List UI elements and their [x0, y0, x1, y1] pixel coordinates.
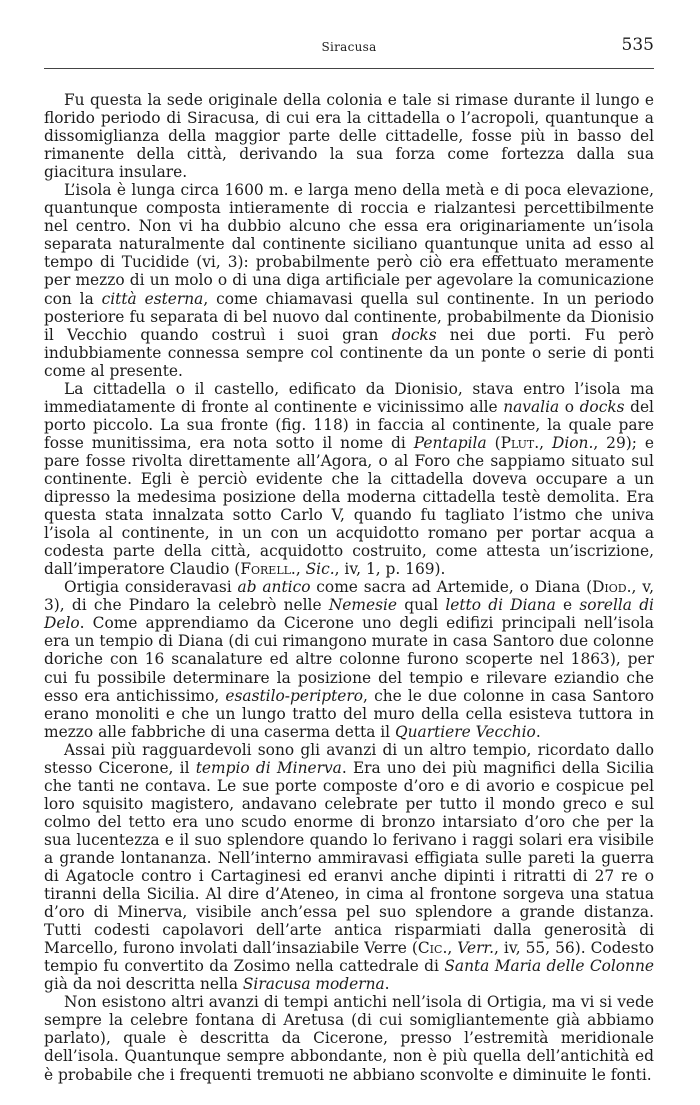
- paragraph: [44, 578, 654, 740]
- text-run: . Era uno dei più magnifici della Sicilia che tanti ne contava. Le sue porte composte d’oro e di avorio e cospicue pel loro squisito magistero, andavano celebrate per tutto il mondo greco e sul colmo del tetto era uno scudo enorme di bronzo intarsiato d’oro che per la sua lucentezza e il suo splendore quando lo ferivano i raggi solari era visibile a grande lontananza. Nell’interno ammiravasi effigiata sulle pareti la guerra di Agatocle contro i Cartaginesi ed eranvi anche dipinti i ritratti di 27 re o tiranni della Sicilia. Al dire d’Ateneo, in cima al frontone sorgeva una statua d’oro di Minerva, visibile anch’essa pel suo splendore a grande distanza. Tutti codesti capolavori dell’arte antica risparmiati dalla generosità di Marcello, furono involati dall’insaziabile Verre (: [44, 758, 654, 958]
- page-number: 535: [621, 35, 654, 55]
- italic-text: sorella di Delo: [44, 596, 654, 633]
- citation-abbrev: Cic.: [417, 939, 448, 958]
- text-run: già da noi descritta nella: [44, 975, 243, 994]
- text-run: come sacra ad Artemide, o Diana (: [310, 578, 593, 597]
- italic-text: Dion.: [552, 433, 594, 452]
- body-text: [44, 91, 654, 1084]
- italic-text: Pentapila: [413, 433, 487, 452]
- paragraph: [44, 181, 654, 380]
- text-run: .: [384, 975, 390, 994]
- text-run: ,: [295, 560, 306, 579]
- citation-abbrev: Plut.: [500, 433, 540, 452]
- italic-text: Sic.: [305, 560, 335, 579]
- text-run: Fu questa la sede originale della colonia e tale si rimase durante il lungo e florido periodo di Siracusa, di cui era la cittadella o l’acropoli, quantunque a dissomiglianza della maggior parte delle cittadelle, fosse più in basso del rimanente della città, derivando la sua forza come fortezza dalla sua giacitura insulare.: [44, 91, 654, 182]
- text-run: ,: [539, 433, 552, 452]
- paragraph: [44, 380, 654, 579]
- text-run: Assai più ragguardevoli sono gli avanzi di un altro tempio, ricordato dallo stesso Cicerone, il: [44, 740, 654, 777]
- text-run: .: [535, 722, 541, 741]
- text-run: nei due porti. Fu però indubbiamente connessa sempre col continente da un ponte o serie di ponti come al presente.: [44, 325, 654, 380]
- text-run: La cittadella o il castello, edificato da Dionisio, stava entro l’isola ma immediatamente di fronte al continente e vicinissimo alle: [44, 379, 654, 416]
- text-run: Ortigia consideravasi: [64, 578, 238, 597]
- text-run: . Come apprendiamo da Cicerone uno degli edifizi principali nell’isola era un tempio di Diana (di cui rimangono murate in casa Santoro due colonne doriche con 16 scanalature ed altre colonne furono scoperte nel 1863), per cui fu possibile determinare la posizione del tempio e rilevare eziandio che esso era antichissimo,: [44, 614, 654, 705]
- text-run: o: [559, 397, 580, 416]
- italic-text: Nemesie: [328, 596, 398, 615]
- italic-text: ab antico: [237, 578, 311, 597]
- text-run: del porto piccolo. La sua fronte (fig. 118) in faccia al continente, la quale pare fosse munitissima, era nota sotto il nome di: [44, 397, 654, 452]
- italic-text: Quartiere Vecchio: [395, 722, 536, 741]
- paragraph: [44, 993, 654, 1083]
- italic-text: navalia: [503, 397, 560, 416]
- text-run: , che le due colonne in casa Santoro erano monoliti e che un lungo tratto del muro della cella esisteva tuttora in mezzo alle fabbriche di una caserma detta il: [44, 686, 654, 741]
- text-run: qual: [397, 596, 446, 615]
- text-run: , iv, 55, 56). Codesto tempio fu convertito da Zosimo nella cattedrale di: [44, 939, 654, 976]
- italic-text: Siracusa moderna: [242, 975, 385, 994]
- italic-text: città esterna: [101, 289, 204, 308]
- text-run: , 29); e pare fosse rivolta direttamente all’Agora, o al Foro che sappiamo situato sul continente. Egli è perciò evidente che la cittadella doveva occupare a un dipresso la medesima posizione della moderna cittadella testè demolita. Era questa stata innalzata sotto Carlo V, quando fu tagliato l’istmo che univa l’isola al continente, in un con un acquidotto romano per portar acqua a codesta parte della città, acquidotto costruito, come attesta un’iscrizione, dall’imperatore Claudio (: [44, 433, 655, 579]
- italic-text: letto di Diana: [445, 596, 556, 615]
- running-title: Siracusa: [321, 40, 377, 54]
- italic-text: esastilo-periptero: [225, 686, 364, 705]
- text-run: , v, 3), di che Pindaro la celebrò nelle: [44, 578, 655, 615]
- italic-text: docks: [391, 325, 437, 344]
- text-run: Non esistono altri avanzi di tempi antichi nell’isola di Ortigia, ma vi si vede sempre la celebre fontana di Aretusa (di cui somigliantemente già abbiamo parlato), quale è descritta da Cicerone, presso l’estremità meridionale dell’isola. Quantunque sempre abbondante, non è più quella dell’antichità ed è probabile che i frequenti tremuoti ne abbiano sconvolte e diminuite le fonti.: [44, 993, 654, 1084]
- italic-text: docks: [579, 397, 625, 416]
- text-run: e: [555, 596, 580, 615]
- italic-text: Verr.: [457, 939, 494, 958]
- paragraph: [44, 741, 654, 994]
- italic-text: tempio di Minerva: [195, 758, 342, 777]
- text-run: , iv, 1, p. 169).: [334, 560, 446, 579]
- text-run: ,: [447, 939, 458, 958]
- paragraph: [44, 91, 654, 181]
- text-run: (: [486, 433, 501, 452]
- page-header: [44, 32, 654, 69]
- text-run: , come chiamavasi quella sul continente. In un periodo posteriore fu separata di bel nuovo dal continente, probabilmente da Dionisio il Vecchio quando costruì i suoi gran: [44, 289, 654, 344]
- citation-abbrev: Diod.: [592, 578, 632, 597]
- text-run: L’isola è lunga circa 1600 m. e larga meno della metà e di poca elevazione, quantunque composta intieramente di roccia e rialzantesi percettibilmente nel centro. Non vi ha dubbio alcuno che essa era originariamente un’isola separata naturalmente dal continente siciliano quantunque unita ad esso al tempo di Tucidide (vi, 3): probabilmente però ciò era effettuato meramente per mezzo di un molo o di una diga artificiale per agevolare la comunicazione con la: [44, 181, 654, 308]
- italic-text: Santa Maria delle Colonne: [444, 957, 654, 976]
- citation-abbrev: Forell.: [240, 560, 296, 579]
